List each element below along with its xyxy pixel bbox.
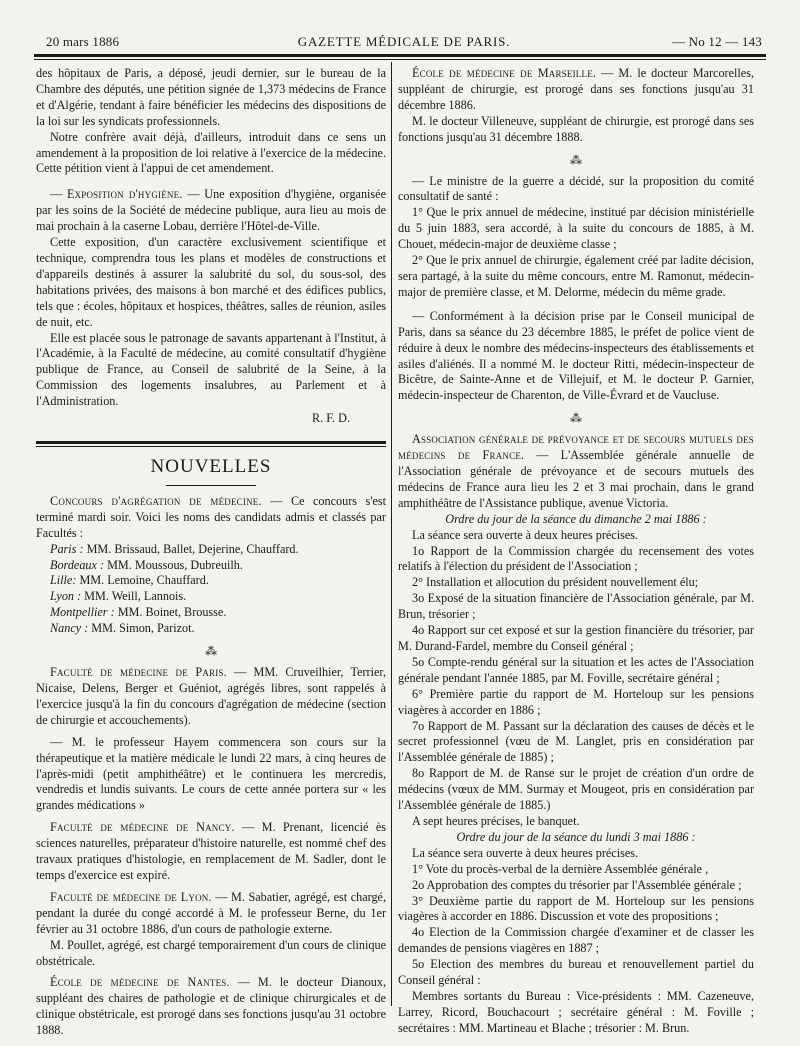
candidate-city: Nancy : bbox=[50, 621, 89, 636]
association-heading: Association générale de prévoyance et de secours mutuels des médecins de France. bbox=[398, 432, 754, 463]
villeneuve-paragraph: M. le docteur Villeneuve, suppléant de chirurgie, est prorogé dans ses fonctions jusqu'au 31 décembre 1888. bbox=[398, 113, 754, 144]
title-underline bbox=[166, 485, 256, 486]
exposition-scope-paragraph: Cette exposition, d'un caractère exclusivement scientifique et technique, comprendra tous les plans et modèles de constructions et d'appareils destinés à assurer la salubrité du sol, du sous-sol, des habitations privées, des maisons à bon marché et des édifices publics, tels que : écoles, hôpitaux et hospices, théâtres, salles de réunion, asiles de nuit, etc. bbox=[36, 235, 386, 329]
agenda-item: 1o Rapport de la Commission chargée du recensement des votes relatifs à l'élection du président de l'Association ; bbox=[398, 543, 754, 574]
agenda-item: 6° Première partie du rapport de M. Horteloup sur les pensions viagères à accorder en 1886 ; bbox=[398, 686, 754, 717]
marseille-paragraph: École de médecine de Marseille. — M. le docteur Marcorelles, suppléant de chirurgie, est prorogé dans ses fonctions jusqu'au 31 décembre 1886. bbox=[398, 66, 754, 112]
paris-paragraph: Faculté de médecine de Paris. — MM. Cruveilhier, Terrier, Nicaise, Delens, Berger et Guéniot, agrégés libres, sont rappelés à l'exercice jusqu'à la fin du concours d'agrégation de médecine (section de chirurgie et accouchements). bbox=[36, 665, 386, 727]
patronage-paragraph: Elle est placée sous le patronage de savants appartenant à l'Institut, à l'Académie, à la Faculté de médecine, au comité consultatif d'hygiène publique de France, au Conseil de salubrité de la Seine, à la Commission des logements insalubres, au Parlement et à l'Administration. bbox=[36, 330, 386, 409]
nancy-text: M. Prenant, licencié ès sciences naturelles, préparateur d'histoire naturelle, est nommé chef des travaux pratiques d'histologie, en remplacement de M. Sadler, dont le temps d'exercice est expiré. bbox=[36, 820, 386, 882]
conseil-paragraph: — Conformément à la décision prise par le Conseil municipal de Paris, dans sa séance du 23 décembre 1885, le préfet de police vient de réduire à deux le nombre des médecins-inspecteurs des établissements et asiles d'aliénés. Il a nommé M. le docteur Ritti, médecin-inspecteur de Bicêtre, de Sainte-Anne et de Villejuif, et M. le docteur P. Garnier, médecin-inspecteur de Charenton, de Ville-Évrard et de Vaucluse. bbox=[398, 308, 754, 403]
agenda-item: 7o Rapport de M. Passant sur la déclaration des causes de décès et le secret professionnel (vœu de M. Langlet, pris en considération par l'Assemblée générale de 1885) ; bbox=[398, 718, 754, 765]
association-paragraph: Association générale de prévoyance et de secours mutuels des médecins de France. — L'Assemblée générale annuelle de l'Association générale de prévoyance et de secours mutuels des médecins de France aura lieu les 2 et 3 mai prochain, dans le grand amphithéâtre de l'Assistance publique, avenue Victoria. bbox=[398, 432, 755, 510]
agenda-item: 3o Exposé de la situation financière de l'Association générale, par M. Brun, trésorier ; bbox=[398, 591, 754, 622]
column-divider bbox=[391, 62, 392, 1006]
issue-date: 20 mars 1886 bbox=[46, 34, 120, 49]
nancy-heading: Faculté de médecine de Nancy. bbox=[50, 820, 235, 835]
stars-divider: ⁂ bbox=[570, 152, 582, 167]
petition-paragraph: des hôpitaux de Paris, a déposé, jeudi dernier, sur le bureau de la Chambre des députés, une pétition signée de 1,373 médecins de France et d'Algérie, tendant à faire bénéficier les médecins des dispositions de la loi sur les syndicats professionnels. bbox=[36, 66, 386, 128]
seance-opening-1: La séance sera ouverte à deux heures précises. bbox=[412, 527, 639, 542]
candidate-line bbox=[36, 542, 386, 558]
candidate-city: Paris : bbox=[50, 541, 84, 556]
paris-heading: Faculté de médecine de Paris. bbox=[50, 665, 227, 680]
exposition-heading: Exposition d'hygiène. bbox=[66, 187, 183, 202]
nouvelles-title: NOUVELLES bbox=[150, 455, 272, 477]
poullet-paragraph: M. Poullet, agrégé, est chargé temporairement d'un cours de clinique obstétricale. bbox=[36, 937, 386, 968]
concours-heading: Concours d'agrégation de médecine. bbox=[50, 493, 262, 508]
exposition-text: Une exposition d'hygiène, organisée par les soins de la Société de médecine publique, aura lieu au mois de mai prochain à la caserne Lobau, derrière l'Hôtel-de-Ville. bbox=[36, 187, 386, 234]
candidate-line bbox=[36, 605, 386, 621]
hayem-paragraph: — M. le professeur Hayem commencera son cours sur la thérapeutique et la matière médicale le lundi 22 mars, à cinq heures de l'après-midi (petit amphithéâtre) et le continuera les mercredis, vendredis et lundis suivants. Le cours de cette année portera sur « les grandes médications » bbox=[36, 734, 386, 813]
agenda-list-2 bbox=[398, 862, 754, 989]
candidate-names: MM. Simon, Parizot. bbox=[91, 621, 195, 636]
candidate-line bbox=[36, 589, 386, 605]
nantes-paragraph: École de médecine de Nantes. — M. le docteur Dianoux, suppléant des chaires de pathologie et de clinique chirurgicales et de clinique obstétricale, est prorogé dans ses fonctions jusqu'au 31 octobre 1888. bbox=[36, 975, 386, 1038]
page-number: — No 12 — 143 bbox=[672, 34, 762, 49]
nantes-text: M. le docteur Dianoux, suppléant des chaires de pathologie et de clinique chirurgicales et de clinique obstétricale, est prorogé dans ses fonctions jusqu'au 31 octobre 1888. bbox=[36, 975, 386, 1038]
candidate-names: MM. Lemoine, Chauffard. bbox=[79, 573, 209, 588]
agenda-list-1 bbox=[398, 544, 754, 814]
association-text: L'Assemblée générale annuelle de l'Association générale de prévoyance et de secours mutuels des médecins de France aura lieu les 2 et 3 mai prochain, dans le grand amphithéâtre de l'Assistance publique, avenue Victoria. bbox=[398, 448, 755, 510]
header-rule-thin bbox=[34, 59, 766, 60]
lyon-text: M. Sabatier, agrégé, est chargé, pendant la durée du congé accordé à M. le professeur Berne, du 1er février au 31 octobre 1886, d'un cours de pathologie externe. bbox=[36, 889, 386, 936]
exposition-paragraph: — Exposition d'hygiène. — Une exposition d'hygiène, organisée par les soins de la Société de médecine publique, aura lieu au mois de mai prochain à la caserne Lobau, derrière l'Hôtel-de-Ville. bbox=[36, 187, 386, 234]
candidate-city: Lille: bbox=[50, 573, 77, 588]
candidates-list bbox=[36, 542, 386, 637]
candidate-names: MM. Weill, Lannois. bbox=[84, 589, 187, 604]
marseille-heading: École de médecine de Marseille. bbox=[412, 66, 597, 80]
journal-title: GAZETTE MÉDICALE DE PARIS. bbox=[297, 34, 511, 49]
candidate-city: Lyon : bbox=[50, 589, 82, 604]
candidate-city: Montpellier : bbox=[50, 605, 115, 620]
agenda-item: 4o Election de la Commission chargée d'examiner et de classer les demandes de pensions viagères en 1887 ; bbox=[398, 925, 754, 956]
paris-text: MM. Cruveilhier, Terrier, Nicaise, Delens, Berger et Guéniot, agrégés libres, sont rappelés à l'exercice jusqu'à la fin du concours d'agrégation de médecine (section de chirurgie et accouchements). bbox=[36, 665, 386, 727]
lyon-heading: Faculté de médecine de Lyon. bbox=[50, 889, 212, 904]
right-column bbox=[398, 66, 754, 1037]
header-rule-thick bbox=[34, 54, 766, 57]
section-separator bbox=[36, 441, 386, 447]
nancy-paragraph: Faculté de médecine de Nancy. — M. Prenant, licencié ès sciences naturelles, préparateur d'histoire naturelle, est nommé chef des travaux pratiques d'histologie, en remplacement de M. Sadler, dont le temps d'exercice est expiré. bbox=[36, 820, 386, 882]
candidate-line bbox=[36, 621, 386, 637]
marseille-text: M. le docteur Marcorelles, suppléant de chirurgie, est prorogé dans ses fonctions jusqu'au 31 décembre 1886. bbox=[398, 66, 754, 112]
agenda-item: 4o Rapport sur cet exposé et sur la gestion financière du trésorier, par M. Durand-Fardel, membre du Conseil général ; bbox=[398, 623, 754, 653]
agenda-item: 2o Approbation des comptes du trésorier par l'Assemblée générale ; bbox=[412, 877, 742, 892]
candidate-names: MM. Moussous, Dubreuilh. bbox=[107, 557, 243, 572]
guerre-paragraph: — Le ministre de la guerre a décidé, sur la proposition du comité consultatif de santé : bbox=[398, 173, 754, 204]
nantes-heading: École de médecine de Nantes. bbox=[50, 975, 230, 990]
guerre-item-2: 2° Que le prix annuel de chirurgie, également créé par ladite décision, sera partagé, à la suite du même concours, entre M. Ramonut, médecin-major de première classe, et M. Delorme, médecin du même grade. bbox=[398, 253, 754, 299]
seance-opening-2: La séance sera ouverte à deux heures précises. bbox=[412, 845, 639, 860]
agenda-item: 8o Rapport de M. de Ranse sur le projet de création d'un ordre de médecins (vœux de MM. Surmay et Mougeot, pris en considération par l'Assemblée générale de 1885.) bbox=[398, 766, 754, 813]
candidate-city: Bordeaux : bbox=[50, 557, 105, 572]
concours-text: Ce concours s'est terminé mardi soir. Voici les noms des candidats admis et classés par Facultés : bbox=[36, 493, 387, 540]
agenda-item: 2° Installation et allocution du président nouvellement élu; bbox=[412, 575, 699, 590]
candidate-names: MM. Brissaud, Ballet, Dejerine, Chauffard. bbox=[86, 541, 299, 556]
stars-divider: ⁂ bbox=[205, 644, 217, 659]
ordre-du-jour-1: Ordre du jour de la séance du dimanche 2 mai 1886 : bbox=[445, 511, 707, 526]
banquet-line: A sept heures précises, le banquet. bbox=[412, 813, 580, 828]
agenda-item: 1° Vote du procès-verbal de la dernière Assemblée générale , bbox=[412, 861, 709, 876]
candidate-line bbox=[36, 573, 386, 589]
stars-divider-2: ⁂ bbox=[570, 411, 582, 426]
candidate-line bbox=[36, 558, 386, 574]
guerre-item-1: 1° Que le prix annuel de médecine, institué par décision ministérielle du 5 juin 1883, sera accordé, à la suite du concours de 1885, à M. Chouet, médecin-major de deuxième classe ; bbox=[398, 205, 754, 252]
signature: R. F. D. bbox=[312, 411, 350, 426]
left-column bbox=[36, 66, 386, 1039]
ordre-du-jour-2: Ordre du jour de la séance du lundi 3 mai 1886 : bbox=[456, 829, 696, 844]
agenda-item: 3° Deuxième partie du rapport de M. Horteloup sur les pensions viagères à accorder en 1886. Discussion et vote des propositions ; bbox=[398, 893, 754, 924]
page-header bbox=[46, 34, 762, 50]
agenda-item: 5o Compte-rendu général sur la situation et les actes de l'Association générale pendant l'année 1885, par M. Foville, secrétaire général ; bbox=[398, 654, 754, 685]
candidate-names: MM. Boinet, Brousse. bbox=[117, 605, 227, 620]
membres-paragraph: Membres sortants du Bureau : Vice-présidents : MM. Cazeneuve, Larrey, Ricord, Bouchacourt ; secrétaire général : M. Foville ; secrétaires : MM. Martineau et Blache ; trésorier : M. Brun. bbox=[398, 988, 754, 1035]
agenda-item: 5o Election des membres du bureau et renouvellement partiel du Conseil général : bbox=[398, 957, 754, 988]
amendment-paragraph: Notre confrère avait déjà, d'ailleurs, introduit dans ce sens un amendement à la proposition de loi relative à l'exercice de la médecine. Cette pétition vient à l'appui de cet amendement. bbox=[36, 129, 386, 176]
concours-paragraph: Concours d'agrégation de médecine. — Ce concours s'est terminé mardi soir. Voici les noms des candidats admis et classés par Facultés : bbox=[36, 493, 387, 540]
lyon-paragraph: Faculté de médecine de Lyon. — M. Sabatier, agrégé, est chargé, pendant la durée du congé accordé à M. le professeur Berne, du 1er février au 31 octobre 1886, d'un cours de pathologie externe. bbox=[36, 889, 386, 936]
